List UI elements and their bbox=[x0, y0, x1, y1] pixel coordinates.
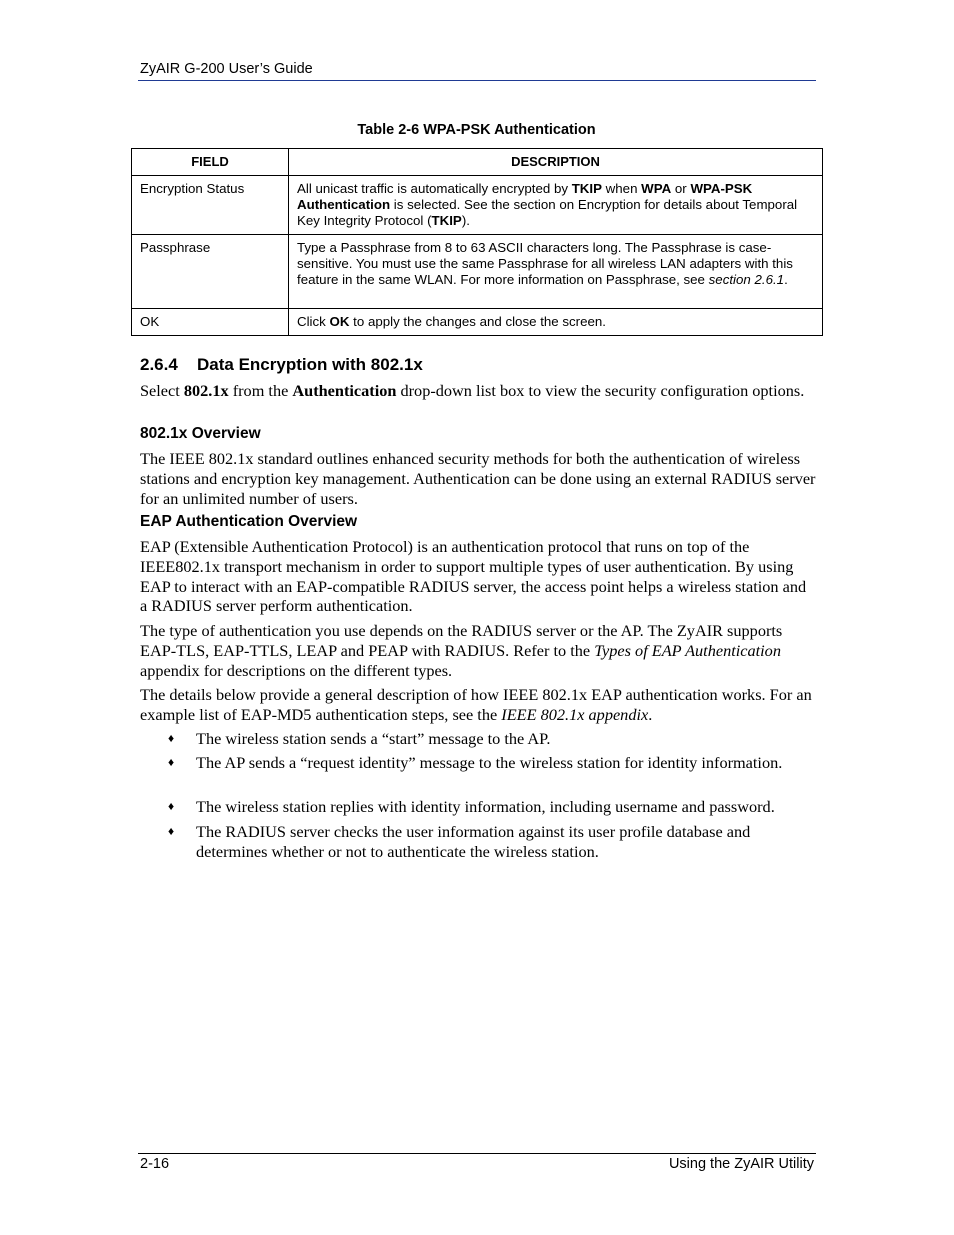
description-cell bbox=[289, 235, 823, 309]
description-cell bbox=[289, 309, 823, 336]
section-heading bbox=[140, 355, 423, 375]
header-rule bbox=[138, 80, 816, 81]
diamond-bullet-icon: ♦ bbox=[168, 731, 175, 745]
text-run: or bbox=[671, 181, 691, 196]
column-header-description: DESCRIPTION bbox=[289, 149, 823, 176]
text-run: appendix for descriptions on the different types. bbox=[140, 660, 453, 680]
text-run: The type of authentication you use depends on the RADIUS server or the AP. The ZyAIR supports EAP-TLS, EAP-TTLS, LEAP and PEAP with RADIUS. Refer to the bbox=[140, 621, 783, 660]
text-run: All unicast traffic is automatically encrypted by bbox=[297, 181, 572, 196]
field-cell: Passphrase bbox=[132, 235, 289, 309]
eap-types-paragraph bbox=[140, 621, 816, 680]
section-title: Data Encryption with 802.1x bbox=[197, 355, 423, 374]
field-cell: OK bbox=[132, 309, 289, 336]
eap-paragraph bbox=[140, 537, 816, 616]
table-caption: Table 2-6 WPA-PSK Authentication bbox=[357, 122, 596, 138]
bold-term: OK bbox=[329, 314, 350, 329]
section-number: 2.6.4 bbox=[140, 355, 178, 374]
bold-term: 802.1x bbox=[183, 381, 229, 400]
list-item bbox=[140, 729, 816, 749]
list-item-text: The wireless station sends a “start” message to the AP. bbox=[196, 729, 551, 748]
text-run: is selected. See the section on Encryption for details about Temporal Key Integrity Protocol ( bbox=[297, 197, 798, 228]
italic-reference: section 2.6.1 bbox=[708, 272, 785, 287]
text-run: Click bbox=[297, 314, 330, 329]
text-run: The IEEE 802.1x standard outlines enhanced security methods for both the authentication of wireless stations and encryption key management. Authentication can be done using an external RADIUS server for an unlimited number of users. bbox=[140, 449, 816, 508]
diamond-bullet-icon: ♦ bbox=[168, 799, 175, 813]
text-run: Type a Passphrase from 8 to 63 ASCII characters long. The Passphrase is case-sensitive. You must use the same Passphrase for all wireless LAN adapters with this feature in the same WLAN. For more information on Passphrase, see bbox=[297, 240, 793, 287]
bold-term: TKIP bbox=[571, 181, 602, 196]
list-item-text: The RADIUS server checks the user information against its user profile database and determines whether or not to authenticate the wireless station. bbox=[196, 822, 751, 861]
list-item bbox=[140, 753, 816, 773]
text-run: ). bbox=[461, 213, 470, 228]
running-header-title: ZyAIR G-200 User’s Guide bbox=[140, 61, 313, 77]
page-number: 2-16 bbox=[140, 1156, 170, 1172]
table-header-row bbox=[132, 149, 823, 176]
list-item-text: The AP sends a “request identity” message to the wireless station for identity information. bbox=[196, 753, 783, 772]
text-run: to apply the changes and close the screen. bbox=[349, 314, 606, 329]
footer-rule bbox=[138, 1153, 816, 1154]
list-item bbox=[140, 822, 816, 862]
table-row bbox=[132, 309, 823, 336]
text-run: when bbox=[601, 181, 642, 196]
bold-term: Authentication bbox=[292, 381, 397, 400]
bold-term: WPA bbox=[641, 181, 672, 196]
intro-paragraph bbox=[140, 381, 816, 401]
description-cell bbox=[289, 176, 823, 235]
bold-term: TKIP bbox=[431, 213, 462, 228]
column-header-field: FIELD bbox=[132, 149, 289, 176]
text-run: . bbox=[784, 272, 788, 287]
subheading-eap-overview: EAP Authentication Overview bbox=[140, 513, 358, 530]
chapter-title: Using the ZyAIR Utility bbox=[668, 1156, 814, 1172]
subheading-8021x-overview: 802.1x Overview bbox=[140, 425, 261, 442]
field-cell: Encryption Status bbox=[132, 176, 289, 235]
description-table bbox=[131, 148, 823, 336]
overview-paragraph bbox=[140, 449, 816, 508]
list-item-text: The wireless station replies with identity information, including username and password. bbox=[196, 797, 775, 816]
table-row bbox=[132, 235, 823, 309]
text-run: from the bbox=[228, 381, 293, 400]
eap-details-paragraph bbox=[140, 685, 816, 725]
list-item bbox=[140, 797, 816, 817]
diamond-bullet-icon: ♦ bbox=[168, 824, 175, 838]
diamond-bullet-icon: ♦ bbox=[168, 755, 175, 769]
table-row bbox=[132, 176, 823, 235]
text-run: Select bbox=[140, 381, 184, 400]
text-run: drop-down list box to view the security configuration options. bbox=[396, 381, 805, 400]
italic-reference: Types of EAP Authentication bbox=[594, 640, 781, 660]
bold-term: WPA-PSK Authentication bbox=[297, 181, 753, 212]
italic-reference: IEEE 802.1x appendix bbox=[501, 704, 649, 724]
text-run: . bbox=[648, 704, 653, 724]
text-run: The details below provide a general description of how IEEE 802.1x EAP authentication works. For an example list of EAP-MD5 authentication steps, see the bbox=[140, 685, 812, 724]
text-run: EAP (Extensible Authentication Protocol) is an authentication protocol that runs on top of the IEEE802.1x transport mechanism in order to support multiple types of user authentication. By using EAP to interact with an EAP-compatible RADIUS server, the access point helps a wireless station and a RADIUS server perform authentication. bbox=[140, 537, 807, 616]
